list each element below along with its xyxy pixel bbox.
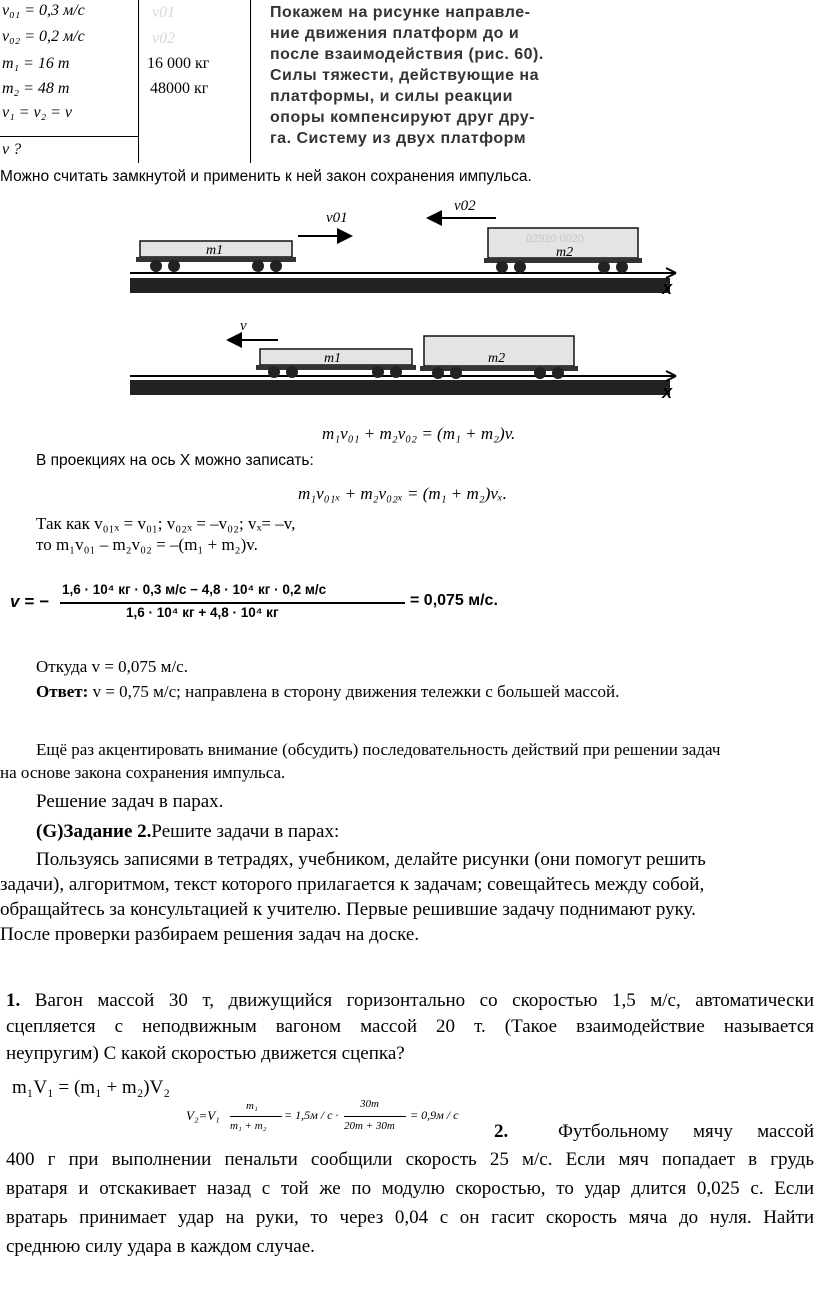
given-v01: v₀₁ = 0,3 м/с	[2, 2, 85, 19]
problem2-line-3: вратаря и отскакивает назад с той же по модулю скоростью, то удар длится 0,025 с. Если	[6, 1178, 814, 1199]
given-underline	[0, 136, 138, 137]
answer-line	[36, 682, 619, 702]
projection-equation: m₁v₀₁ₓ + m₂v₀₂ₓ = (m₁ + m₂)vₓ.	[298, 484, 508, 503]
problem2-number: 2.	[494, 1121, 509, 1142]
given-v-equal: v₁ = v₂ = v	[2, 104, 73, 121]
solution-lhs: V₂=V₁	[186, 1108, 220, 1123]
book-line: после взаимодействия (рис. 60).	[270, 46, 544, 63]
then-line: то m₁v₀₁ – m₂v₀₂ = –(m₁ + m₂)v.	[36, 535, 258, 554]
si-v02-faded: v02	[152, 30, 176, 47]
book-line: Покажем на рисунке направле-	[270, 4, 531, 21]
problem2-line-5: среднюю силу удара в каждом случае.	[6, 1236, 315, 1257]
task-label: (G)Задание 2.	[36, 821, 152, 842]
track-top	[130, 278, 670, 293]
problem1-number: 1.	[6, 990, 21, 1011]
answer-text: v = 0,75 м/с; направлена в сторону движения тележки с большей массой.	[88, 682, 620, 701]
problem2-line-4: вратарь принимает удар на руки, то через 0,04 с он гасит скорость мяча до нуля. Найти	[6, 1207, 814, 1228]
wheel	[372, 366, 384, 378]
solution-f1-num: m₁	[246, 1100, 258, 1112]
wheel	[598, 261, 610, 273]
wheel	[432, 367, 444, 379]
given-m1: m₁ = 16 т	[2, 55, 70, 72]
emphasis-line-1: Ещё раз акцентировать внимание (обсудить) последовательность действий при решении задач	[36, 740, 721, 759]
solution-f2-bar	[344, 1116, 406, 1117]
wheel	[168, 260, 180, 272]
label-m2-top: m2	[556, 245, 574, 260]
given-m2: m₂ = 48 т	[2, 80, 70, 97]
wheel	[496, 261, 508, 273]
given-v02: v₀₂ = 0,2 м/с	[2, 28, 85, 45]
answer-label: Ответ:	[36, 682, 89, 701]
instruction-line-4: После проверки разбираем решения задач на доске.	[0, 924, 420, 945]
instruction-line-1: Пользуясь записями в тетрадях, учебником, делайте рисунки (они помогут решить	[36, 849, 706, 870]
problem2-line-1: Футбольному мячу массой	[558, 1121, 814, 1142]
book-line: га. Систему из двух платформ	[270, 130, 527, 147]
fraction-bar	[60, 602, 405, 604]
label-m1-bottom: m1	[324, 351, 342, 366]
book-excerpt	[270, 2, 544, 149]
momentum-equation: m₁v₀₁ + m₂v₀₂ = (m₁ + m₂)v.	[322, 424, 516, 443]
solution-f1-bar	[230, 1116, 282, 1117]
problem1-line-2: сцепляется с неподвижным вагоном массой 20 т. (Такое взаимодействие называется	[6, 1016, 814, 1037]
wheel	[286, 366, 298, 378]
closed-system-line: Можно считать замкнутой и применить к ней закон сохранения импульса.	[0, 168, 532, 185]
projection-intro: В проекциях на ось X можно записать:	[36, 452, 314, 469]
given-divider-2	[250, 0, 251, 163]
label-v01: v01	[326, 210, 348, 226]
problem2-line-2: 400 г при выполнении пенальти сообщили скорость 25 м/с. Если мяч попадает в грудь	[6, 1149, 814, 1170]
book-line: опоры компенсируют друг дру-	[270, 109, 535, 126]
fraction-numerator: 1,6 · 10⁴ кг · 0,3 м/с − 4,8 · 10⁴ кг · 0,2 м/с	[62, 582, 327, 597]
wheel	[150, 260, 162, 272]
problem1-line-1: 1. Вагон массой 30 т, движущийся горизонтально со скоростью 1,5 м/с, автоматически	[6, 990, 815, 1011]
wheel	[270, 260, 282, 272]
solution-f2-num: 30m	[360, 1098, 379, 1110]
task-text: Решите задачи в парах:	[151, 821, 340, 842]
label-m2-bottom: m2	[488, 351, 506, 366]
wheel	[268, 366, 280, 378]
wheel	[534, 367, 546, 379]
emphasis-line-2: на основе закона сохранения импульса.	[0, 763, 286, 782]
si-v01-faded: v01	[152, 4, 176, 21]
platforms-figure	[128, 196, 688, 406]
result-line: Откуда v = 0,075 м/с.	[36, 657, 188, 676]
book-line: ние движения платформ до и	[270, 25, 520, 42]
si-m2: 48000 кг	[150, 80, 209, 97]
fraction-result: = 0,075 м/с.	[410, 592, 498, 609]
problem1-equation: m₁V₁ = (m₁ + m₂)V₂	[12, 1077, 170, 1098]
bottom-scene	[130, 318, 676, 402]
problem1-line-3: неупругим) С какой скоростью движется сцепка?	[6, 1043, 405, 1064]
book-line: платформы, и силы реакции	[270, 88, 513, 105]
pairs-title: Решение задач в парах.	[36, 791, 224, 812]
solution-result: = 0,9м / с	[410, 1108, 459, 1122]
wheel	[390, 366, 402, 378]
label-m1-top: m1	[206, 243, 224, 258]
label-v02: v02	[454, 198, 476, 214]
since-line: Так как v₀₁ₓ = v₀₁; v₀₂ₓ = –v₀₂; vₓ= –v,	[36, 514, 296, 533]
x-axis-top-label: X	[662, 281, 673, 298]
wheel	[514, 261, 526, 273]
instruction-line-2: задачи), алгоритмом, текст которого прилагается к задачам; совещайтесь между собой,	[0, 874, 705, 895]
si-m1: 16 000 кг	[147, 55, 210, 72]
platform-m2-top-faded-text: 02920 0020	[526, 233, 585, 245]
task-line	[36, 821, 339, 843]
wheel	[252, 260, 264, 272]
wheel	[450, 367, 462, 379]
fraction-denominator: 1,6 · 10⁴ кг + 4,8 · 10⁴ кг	[126, 605, 279, 620]
solution-f1-den: m₁ + m₂	[230, 1120, 267, 1132]
given-divider-1	[138, 0, 139, 163]
label-v: v	[240, 318, 247, 334]
solution-f2-den: 20m + 30m	[344, 1120, 395, 1132]
x-axis-bottom-label: X	[662, 385, 673, 402]
instruction-line-3: обращайтесь за консультацией к учителю. Первые решившие задачу поднимают руку.	[0, 899, 696, 920]
wheel	[616, 261, 628, 273]
track-bottom	[130, 380, 670, 395]
fraction-lhs: v = −	[10, 592, 49, 611]
book-line: Силы тяжести, действующие на	[270, 67, 539, 84]
wheel	[552, 367, 564, 379]
given-find: v ?	[2, 141, 22, 158]
top-scene	[130, 198, 676, 298]
solution-mid: = 1,5м / с ·	[284, 1108, 339, 1122]
